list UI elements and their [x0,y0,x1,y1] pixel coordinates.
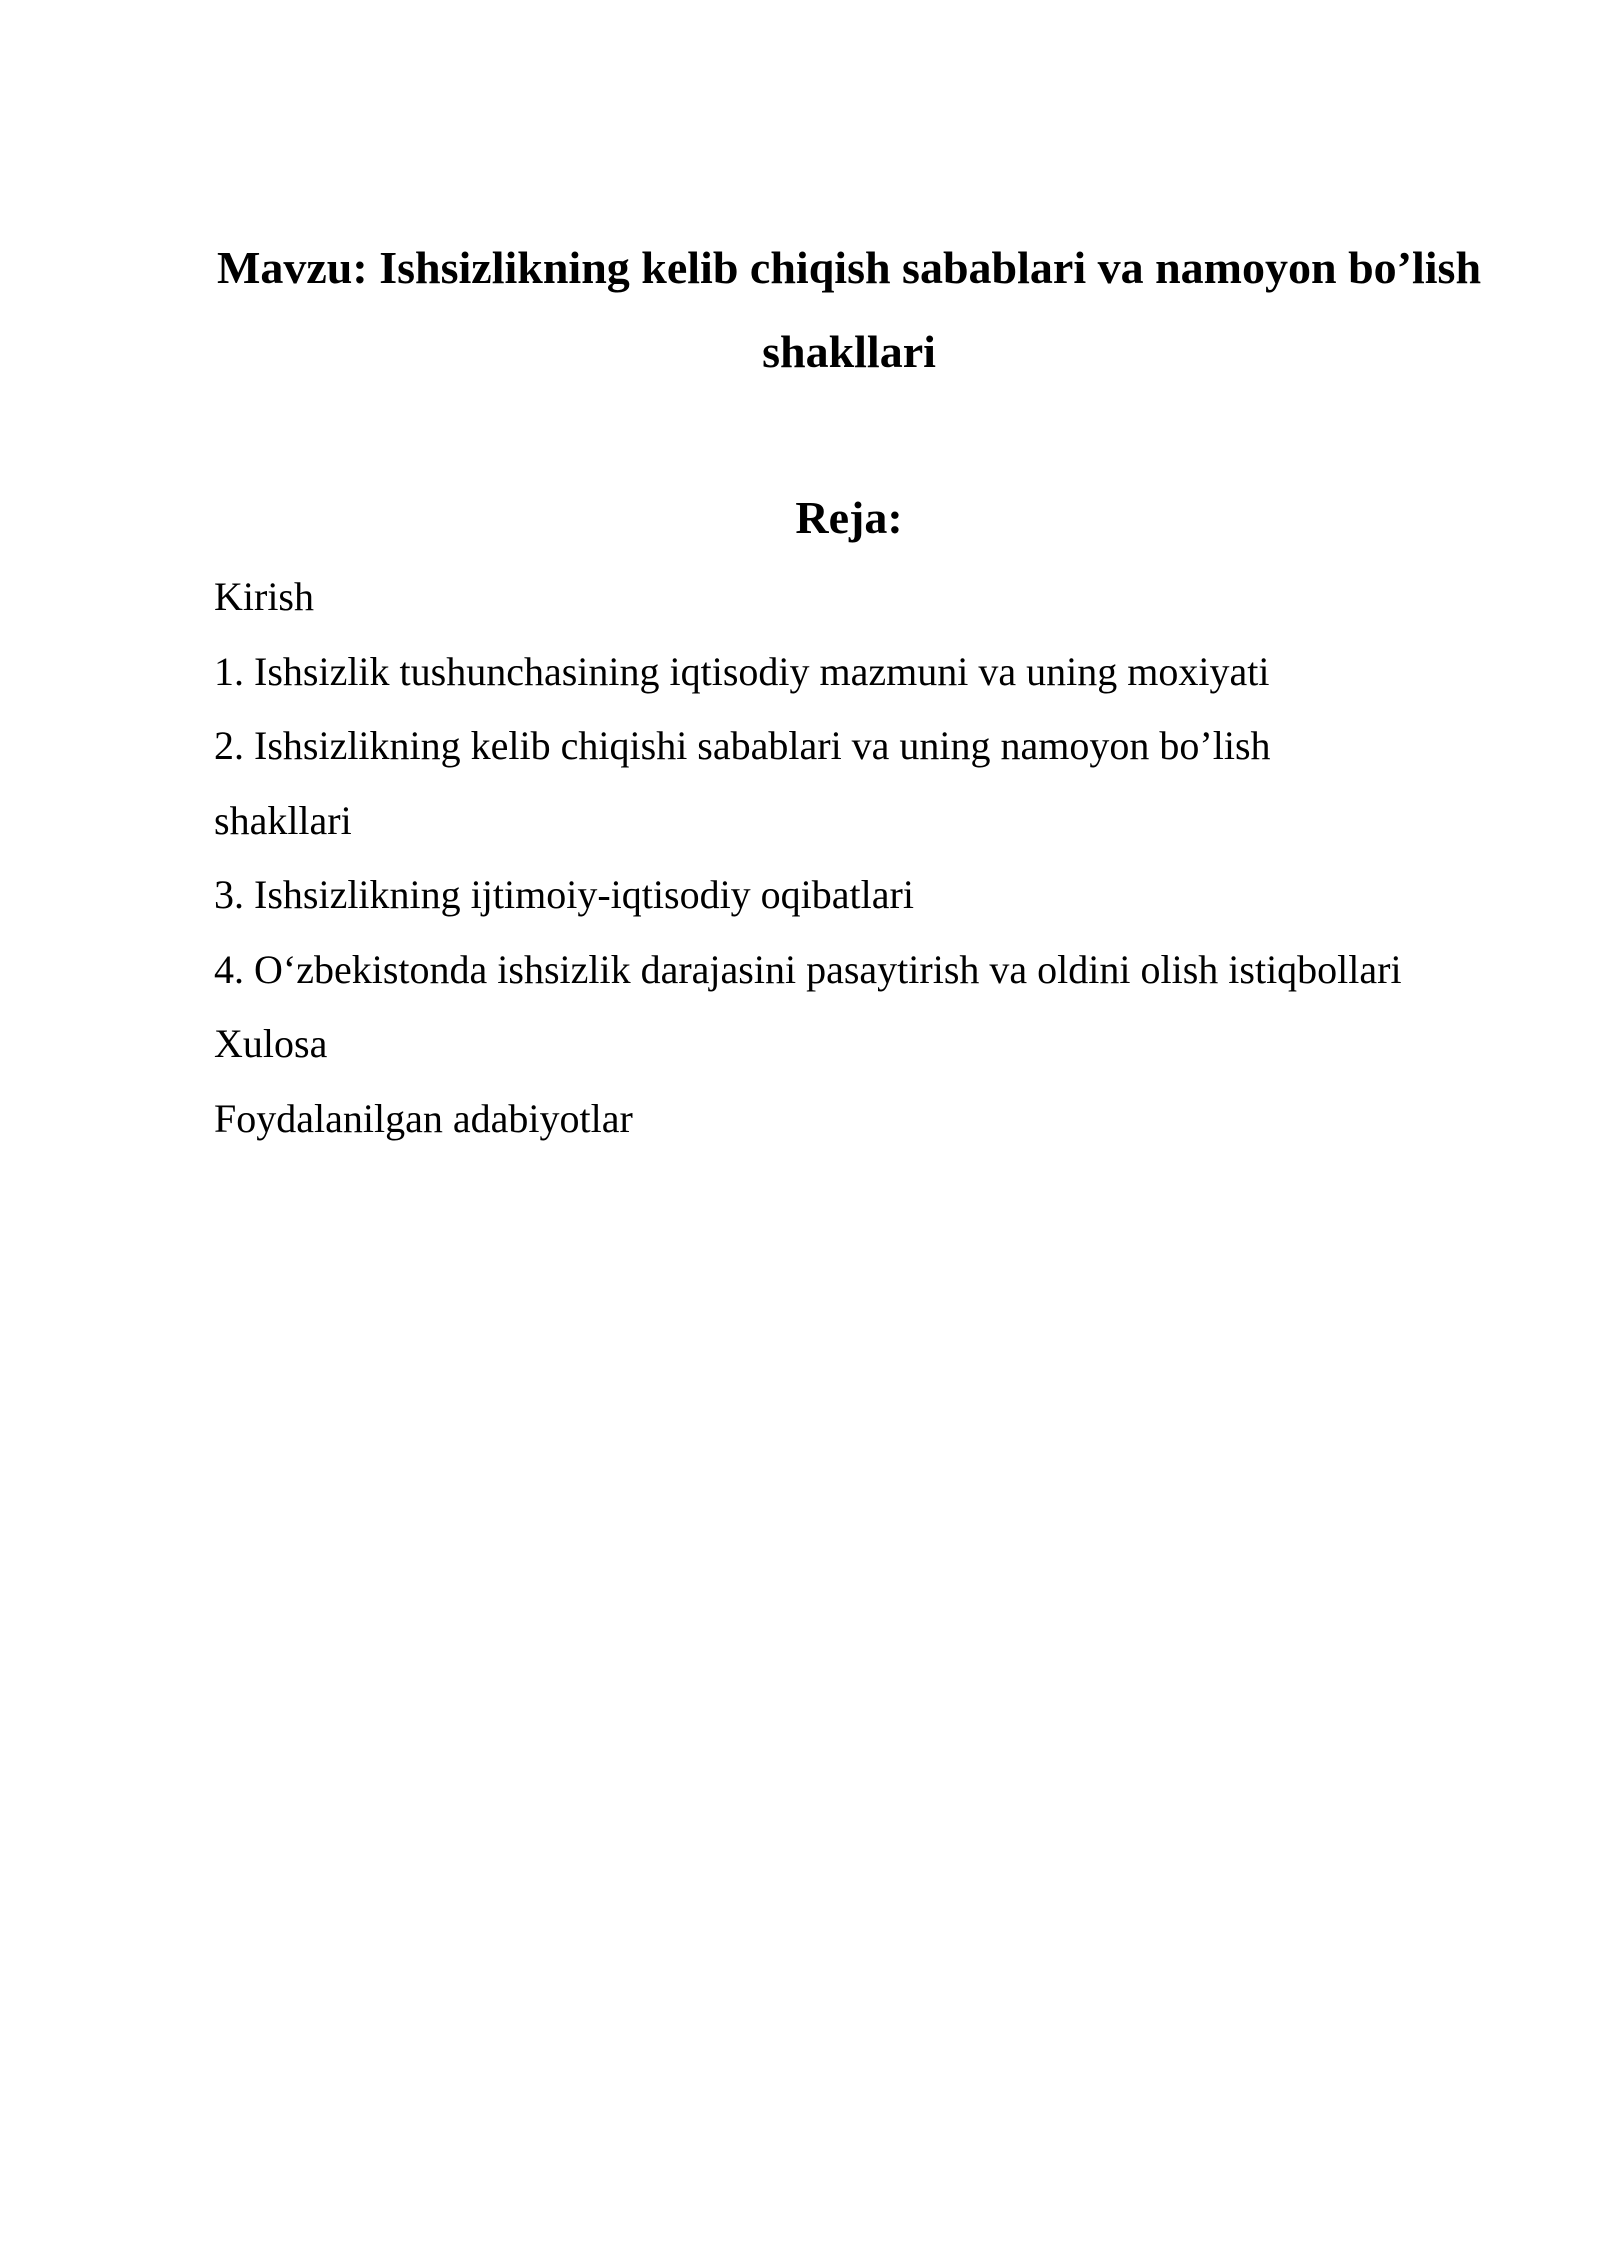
plan-item-intro: Kirish [214,574,314,619]
plan-heading: Reja: [795,492,903,543]
plan-item-2: 2. Ishsizlikning kelib chiqishi sabablari va uning namoyon bo’lish shakllari [214,723,1271,843]
plan-item-conclusion: Xulosa [214,1021,328,1066]
document-title: Mavzu: Ishsizlikning kelib chiqish sabablari va namoyon bo’lish shakllari [216,242,1482,377]
plan-item-references: Foydalanilgan adabiyotlar [214,1095,633,1141]
plan-item-1: 1. Ishsizlik tushunchasining iqtisodiy mazmuni va uning moxiyati [214,648,1270,694]
plan-item-4: 4. O‘zbekistonda ishsizlik darajasini pasaytirish va oldini olish istiqbollari [214,946,1402,992]
plan-item-3: 3. Ishsizlikning ijtimoiy-iqtisodiy oqibatlari [214,872,914,917]
plan-list [214,560,1404,1156]
